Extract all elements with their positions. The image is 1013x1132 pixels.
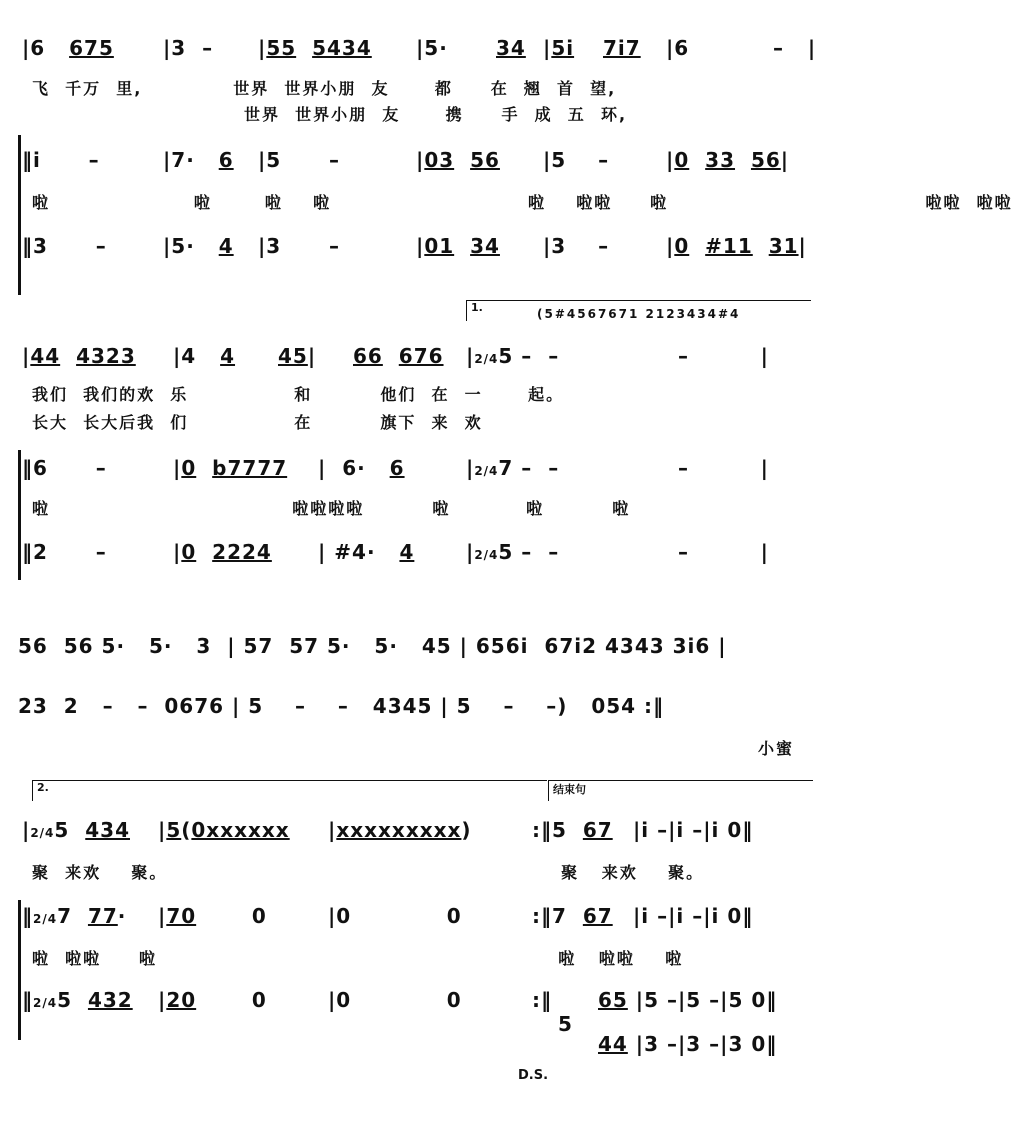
bass-row xyxy=(18,540,818,570)
measure: :‖ xyxy=(532,988,552,1012)
measure: |0 b7777 xyxy=(173,456,288,480)
system-2 xyxy=(18,300,818,580)
ds-marking: D.S. xyxy=(518,1068,549,1083)
measure: – | xyxy=(678,344,769,368)
measure: |0 33 56| xyxy=(666,148,790,172)
measure: 34 xyxy=(496,36,526,60)
system-4 xyxy=(18,780,818,1090)
bass-tail-bottom xyxy=(578,1032,818,1062)
interlude-row-2: 23 2 – – 0676 | 5 – – 4345 | 5 – –) 054 :‖ xyxy=(18,694,665,718)
volta-1 xyxy=(466,300,811,321)
measure: |70 0 xyxy=(158,904,267,928)
measure: | 6· 6 xyxy=(318,456,405,480)
tail-lyric: 小蜜 xyxy=(758,739,795,758)
measure: |44 4323 xyxy=(22,344,136,368)
measure: |2/45 – – xyxy=(466,540,560,564)
measure: |6 xyxy=(666,36,690,60)
measure: |0 2224 xyxy=(173,540,272,564)
measure: |0 #11 31| xyxy=(666,234,807,258)
harmony-lyric: 啦 啦啦啦啦 啦 啦 啦 xyxy=(32,499,631,518)
lyric-verse: 聚 来欢 聚。 聚 来欢 聚。 xyxy=(32,863,705,882)
measure: |6 675 xyxy=(22,36,114,60)
measure: – | xyxy=(773,36,817,60)
measure: ‖2/45 432 xyxy=(22,988,133,1012)
measure: |i –|i –|i 0‖ xyxy=(633,904,754,928)
measure: |03 56 xyxy=(416,148,500,172)
measure: – | xyxy=(678,456,769,480)
measure: |5 – xyxy=(258,148,340,172)
measure: ‖i – xyxy=(22,148,100,172)
measure: |0 0 xyxy=(328,904,462,928)
measure: |01 34 xyxy=(416,234,500,258)
measure: |2/47 – – xyxy=(466,456,560,480)
measure: |5· xyxy=(416,36,448,60)
measure: 44 |3 –|3 –|3 0‖ xyxy=(598,1032,778,1056)
measure: |2/45 434 xyxy=(22,818,130,842)
ending-bracket xyxy=(548,780,813,801)
measure: |5(0xxxxxx xyxy=(158,818,290,842)
system-brace xyxy=(18,900,21,1040)
measure: |0 0 xyxy=(328,988,462,1012)
measure: :‖7 67 xyxy=(532,904,613,928)
volta-2 xyxy=(32,780,547,801)
measure: |3 – xyxy=(163,36,214,60)
measure: |5· 4 xyxy=(163,234,234,258)
measure: |4 4 xyxy=(173,344,236,368)
measure: |5i xyxy=(543,36,575,60)
interlude-row-1: 56 56 5· 5· 3 | 57 57 5· 5· 45 | 656i 67i2 4343 3i6 | xyxy=(18,634,727,658)
melody-row xyxy=(18,344,818,374)
melody-row xyxy=(18,818,818,848)
measure: |7· 6 xyxy=(163,148,234,172)
measure: ‖2/47 77· xyxy=(22,904,127,928)
system-3 xyxy=(18,620,818,760)
bass-row xyxy=(18,234,818,264)
measure: |xxxxxxxxx) xyxy=(328,818,472,842)
measure: – | xyxy=(678,540,769,564)
lyric-verse-1: 飞 千万 里, 世界 世界小朋 友 都 在 翘 首 望, xyxy=(32,79,617,98)
measure: 45| xyxy=(278,344,317,368)
measure: 66 676 xyxy=(353,344,444,368)
measure: |3 – xyxy=(543,234,610,258)
measure: | #4· 4 xyxy=(318,540,415,564)
volta-1-notes: (5#4567671 2123434#4 xyxy=(537,307,741,321)
volta-1-label: 1. xyxy=(471,301,483,314)
lyric-verse-2: 长大 长大后我 们 在 旗下 来 欢 xyxy=(32,413,483,432)
measure: |i –|i –|i 0‖ xyxy=(633,818,754,842)
harmony-lyric: 啦 啦 啦 啦 啦 啦啦 啦 啦啦 啦啦 xyxy=(32,193,1013,212)
harmony-lyric: 啦 啦啦 啦 啦 啦啦 啦 xyxy=(32,949,684,968)
measure: |2/45 – – xyxy=(466,344,560,368)
lyric-verse-2: 世界 世界小朋 友 携 手 成 五 环, xyxy=(32,105,628,124)
measure: ‖2 – xyxy=(22,540,107,564)
measure: |3 – xyxy=(258,234,340,258)
ending-label: 结束句 xyxy=(553,783,586,796)
melody-row xyxy=(18,36,818,66)
measure: ‖6 – xyxy=(22,456,107,480)
lyric-verse-1: 我们 我们的欢 乐 和 他们 在 一 起。 xyxy=(32,385,565,404)
measure: :‖5 67 xyxy=(532,818,613,842)
measure: ‖3 – xyxy=(22,234,107,258)
system-brace xyxy=(18,450,21,580)
harmony-row xyxy=(18,148,818,178)
measure: |5 – xyxy=(543,148,610,172)
volta-2-label: 2. xyxy=(37,781,49,794)
harmony-row xyxy=(18,456,818,486)
measure: 7i7 xyxy=(603,36,641,60)
measure: 65 |5 –|5 –|5 0‖ xyxy=(598,988,778,1012)
measure: |20 0 xyxy=(158,988,267,1012)
bass-tail-prefix: 5 xyxy=(558,1012,573,1036)
system-1 xyxy=(18,30,1013,270)
harmony-row xyxy=(18,904,818,934)
measure: |55 5434 xyxy=(258,36,372,60)
